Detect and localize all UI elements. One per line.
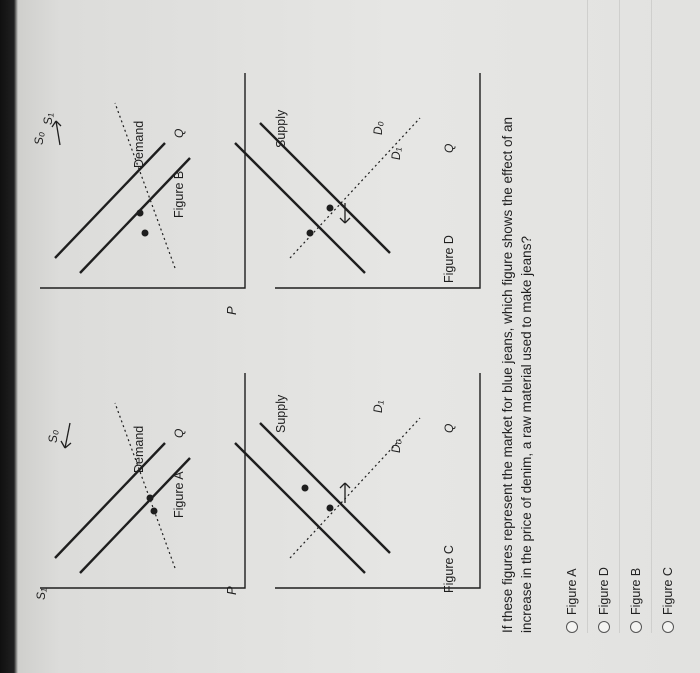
figure-b bbox=[40, 73, 245, 288]
figure-c-q-label: Q bbox=[442, 423, 456, 433]
option-label: Figure C bbox=[660, 567, 675, 615]
figure-b-supply-label-s1: S₁ bbox=[41, 113, 55, 125]
figure-c-supply-label: Supply bbox=[274, 394, 288, 433]
figure-d-equilibrium-point bbox=[327, 205, 333, 211]
figure-d-p-label: P bbox=[224, 306, 239, 315]
figure-d-caption: Figure D bbox=[442, 235, 456, 283]
answer-options bbox=[556, 0, 683, 633]
radio-icon[interactable] bbox=[598, 621, 610, 633]
figure-c-equilibrium-point bbox=[302, 485, 308, 491]
figure-b-equilibrium-point bbox=[137, 210, 143, 216]
radio-icon[interactable] bbox=[662, 621, 674, 633]
option-figure-c[interactable] bbox=[652, 0, 683, 633]
option-figure-d[interactable] bbox=[588, 0, 620, 633]
option-figure-a[interactable] bbox=[556, 0, 588, 633]
figure-b-equilibrium-point bbox=[142, 230, 148, 236]
figure-d-supply-curve bbox=[290, 118, 420, 258]
figure-d-supply-label: Supply bbox=[274, 109, 288, 148]
option-label: Figure B bbox=[628, 567, 643, 615]
figure-b-axes bbox=[40, 73, 245, 288]
figure-a-supply-label-s1: S₁ bbox=[34, 588, 48, 600]
question-text: If these figures represent the market for blue jeans, which figure shows the effect of an increase in the price of denim, a raw material used to make jeans? bbox=[500, 116, 534, 633]
option-figure-b[interactable] bbox=[620, 0, 652, 633]
figure-a bbox=[40, 373, 245, 588]
option-label: Figure D bbox=[596, 567, 611, 615]
figure-b-demand-label: Demand bbox=[132, 120, 146, 168]
figure-b-q-label: Q bbox=[172, 128, 186, 138]
figure-d-demand-label-d1: D₁ bbox=[389, 147, 403, 160]
figure-c-demand-label-d1: D₁ bbox=[371, 400, 385, 413]
figure-d-q-label: Q bbox=[442, 143, 456, 153]
figure-c-equilibrium-point bbox=[327, 505, 333, 511]
figure-a-supply-label-s0: S₀ bbox=[46, 429, 60, 443]
figure-c-p-label: P bbox=[224, 586, 239, 595]
radio-icon[interactable] bbox=[630, 621, 642, 633]
figure-a-demand-label: Demand bbox=[132, 425, 146, 473]
figure-a-q-label: Q bbox=[172, 428, 186, 438]
radio-icon[interactable] bbox=[566, 621, 578, 633]
figure-d-equilibrium-point bbox=[307, 230, 313, 236]
figure-a-axes bbox=[40, 373, 245, 588]
figure-c-caption: Figure C bbox=[442, 545, 456, 593]
figure-d-demand-label-d0: D₀ bbox=[371, 121, 385, 135]
figure-a-caption: Figure A bbox=[172, 471, 186, 518]
figure-a-equilibrium-point bbox=[151, 508, 157, 514]
option-label: Figure A bbox=[564, 568, 579, 615]
figure-a-equilibrium-point bbox=[147, 495, 153, 501]
figure-c-demand-label-d0: D₀ bbox=[389, 439, 403, 453]
figure-b-caption: Figure B bbox=[172, 170, 186, 218]
figure-b-supply-label-s0: S₀ bbox=[32, 131, 46, 145]
